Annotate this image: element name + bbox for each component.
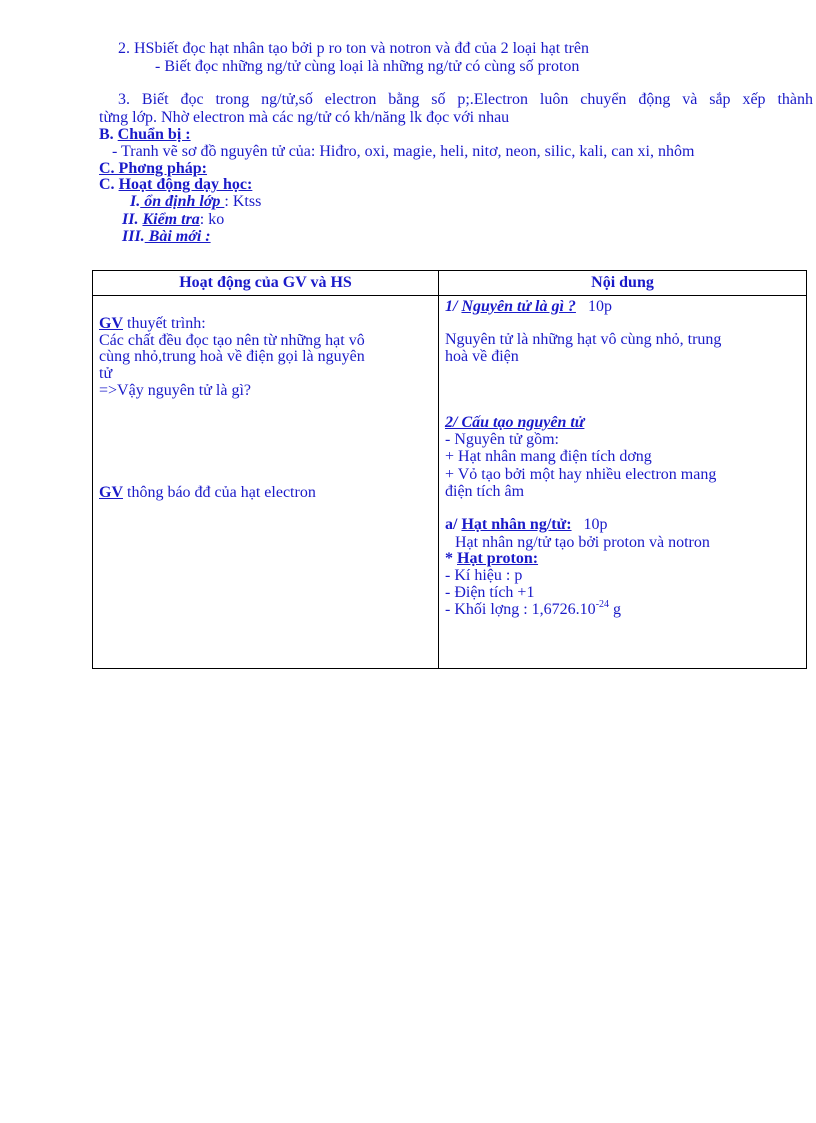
proton-symbol: - Kí hiệu : p [445,567,523,584]
nucleus-heading [445,516,608,533]
section-c-activity-heading [99,176,252,194]
section-1-heading [445,298,612,315]
objective-3-line-2: từng lớp. Nhờ electron mà các ng/tử có kh/năng lk đọc với nhau [99,109,510,126]
section-b-title: Chuẩn bị : [117,126,191,143]
nucleus-title: Hạt nhân ng/tử: [461,516,572,533]
left-line-1: Các chất đều đọc tạo nên từ những hạt vô [99,332,365,349]
section-c-method-heading: C. Phơng pháp: [99,160,208,177]
gv-label: GV [99,484,123,501]
section-2-heading: 2/ Cấu tạo nguyên tử [445,414,585,431]
proton-heading [445,550,538,567]
section-1-line-2: hoà về điện [445,348,519,365]
section-b-prefix: B. [99,126,114,143]
section-b-line: - Tranh vẽ sơ đồ nguyên tử của: Hiđro, oxi, magie, heli, nitơ, neon, silic, kali, can xi, nhôm [112,143,695,160]
proton-star: * [445,550,453,567]
section-2-line-4: điện tích âm [445,483,525,500]
sub-section-2-prefix: II. [122,211,139,228]
section-1-number: 1/ [445,298,458,315]
sub-section-1 [130,193,261,211]
sub-section-2-label: Kiểm tra [142,211,200,228]
objective-2-line-1: 2. HSbiết đọc hạt nhân tạo bởi p ro ton và notron và đđ của 2 loại hạt trên [118,40,590,57]
nucleus-number: a/ [445,516,458,533]
sub-section-1-label: ổn định lớp [140,193,225,210]
section-c-activity-title: Hoạt động dạy học: [118,176,253,193]
header-teacher-student-activity: Hoạt động của GV và HS [93,271,439,296]
section-1-title: Nguyên tử là gì ? [461,298,576,315]
proton-mass [445,601,621,618]
table-header-row [93,271,807,296]
gv-presentation-text: thuyết trình: [123,315,206,332]
nucleus-time: 10p [583,516,608,533]
left-question: =>Vậy nguyên tử là gì? [99,382,252,399]
section-b-heading [99,126,191,144]
section-2-line-3: + Vỏ tạo bởi một hay nhiều electron mang [445,466,717,483]
section-2-line-2: + Hạt nhân mang điện tích dơng [445,448,652,465]
objective-3-line-1: 3. Biết đọc trong ng/tử,số electron bằng số p;.Electron luôn chuyển động và sắp xếp thành [118,91,813,108]
proton-charge: - Điện tích +1 [445,584,535,601]
sub-section-2 [122,211,224,229]
sub-section-2-value: : ko [199,211,225,228]
section-2-line-1: - Nguyên tử gồm: [445,431,559,448]
left-line-3: tử [99,365,113,382]
section-1-time: 10p [587,298,612,315]
sub-section-1-value: : Ktss [224,193,262,210]
gv-label: GV [99,315,123,332]
sub-section-1-prefix: I. [130,193,141,210]
sub-section-3-prefix: III. [122,228,145,245]
header-content: Nội dung [439,271,807,296]
gv-electron-note [99,484,316,501]
section-1-line-1: Nguyên tử là những hạt vô cùng nhỏ, trung [445,331,722,348]
right-column [439,296,807,669]
proton-mass-value: - Khối lợng : 1,6726.10 [445,601,596,618]
section-c-prefix: C. [99,176,115,193]
gv-electron-text: thông báo đđ của hạt electron [123,484,316,501]
sub-section-3-label: Bài mới : [144,228,211,245]
gv-presentation [99,315,206,332]
objective-2-line-2: - Biết đọc những ng/tử cùng loại là những ng/tử có cùng số proton [155,58,580,75]
proton-mass-unit: g [609,601,622,618]
lesson-table [92,270,807,669]
sub-section-3 [122,228,211,246]
table-body-row [93,296,807,669]
proton-mass-exponent: -24 [595,599,610,610]
left-line-2: cùng nhỏ,trung hoà về điện gọi là nguyên [99,348,365,365]
proton-title: Hạt proton: [457,550,539,567]
left-column [93,296,439,669]
nucleus-line-1: Hạt nhân ng/tử tạo bởi proton và notron [455,534,710,551]
